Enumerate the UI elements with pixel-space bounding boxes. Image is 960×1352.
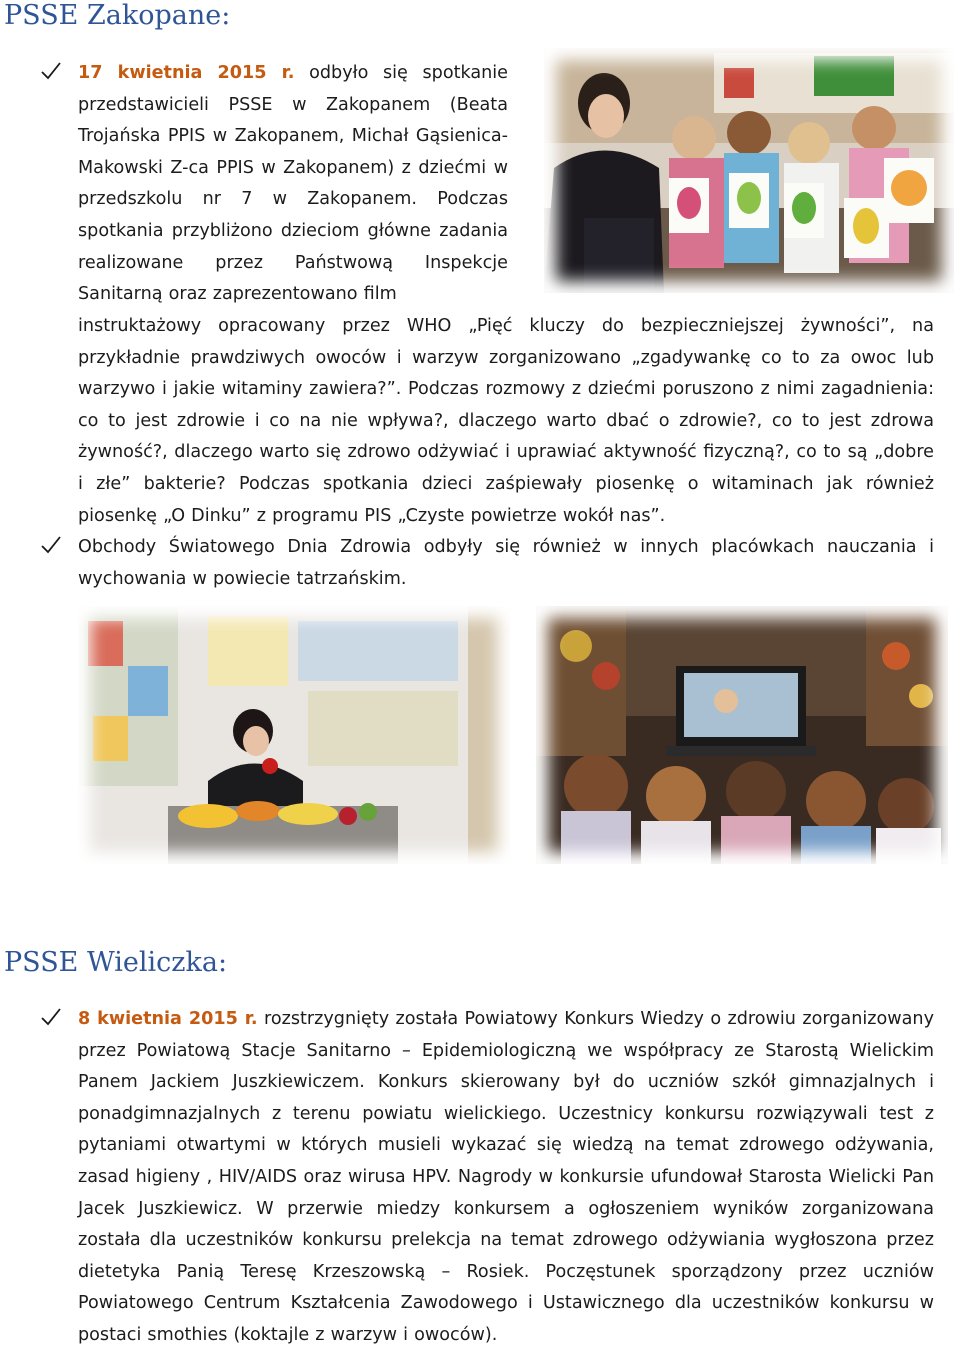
item-text-continued: instruktażowy opracowany przez WHO „Pięć kluczy do bezpieczniejszej żywności”, na przykładnie prawdziwych owoców i warzyw zorganizowano „zgadywankę co to za owoc lub warzywo i jakie witaminy zawiera?”. Podczas rozmowy z dziećmi poruszono z nimi zagadnienia: co to jest zdrowie i co na nie wpływa?, dlaczego warto dbać o zdrowie?, co to jest zdrowa żywność?, dlaczego warto się zdrowo odżywiać i uprawiać aktywność fizyczną?, co to są „dobre i złe” bakterie? Podczas spotkania dzieci zaśpiewały piosenkę o witaminach jak również piosenkę „O Dinku” z programu PIS „Czyste powietrze wokół nas”. <box>78 316 934 526</box>
item-text-narrow <box>78 58 508 311</box>
section-heading-wieliczka: PSSE Wieliczka: <box>4 947 228 978</box>
checkmark-icon <box>40 60 62 82</box>
item-text-body: rozstrzygnięty została Powiatowy Konkurs Wiedzy o zdrowiu zorganizowany przez Powiatową Stacje Sanitarno – Epidemiologiczną we współpracy ze Starostą Wielickim Panem Jackiem Juszkiewiczem. Konkurs skierowany był do uczniów szkół gimnazjalnych i ponadgimnazjalnych z terenu powiatu wielickiego. Uczestnicy konkursu rozwiązywali test z pytaniami otwartymi w których musieli wykazać się wiedzą na temat zdrowego odżywania, zasad higieny , HIV/AIDS oraz wirusa HPV. Nagrody w konkursie ufundował Starosta Wielicki Pan Jacek Juszkiewicz. W przerwie miedzy konkursem a ogłoszeniem wyników zorganizowana została dla uczestników konkursu prelekcja na temat zdrowego odżywiania wygłoszona przez dietetyka Panią Teresę Krzeszowską – Rosiek. Poczęstunek sporządzony przez uczniów Powiatowego Centrum Kształcenia Zawodowego i Ustawicznego dla uczestników konkursu w postaci smothies (koktajle z warzyw i owoców). <box>78 1009 934 1345</box>
checkmark-icon <box>40 534 62 556</box>
photo-presenter-fruit <box>78 606 510 864</box>
photo-children-laptop <box>536 606 948 864</box>
event-date: 8 kwietnia 2015 r. <box>78 1009 258 1029</box>
item-text-competition <box>78 1004 934 1352</box>
event-date: 17 kwietnia 2015 r. <box>78 63 295 83</box>
section-heading-zakopane: PSSE Zakopane: <box>4 0 231 31</box>
photo-teacher-children <box>544 48 954 293</box>
checkmark-icon <box>40 1006 62 1028</box>
item-text-world-health-day: Obchody Światowego Dnia Zdrowia odbyły się również w innych placówkach nauczania i wychowania w powiecie tatrzańskim. <box>78 537 934 589</box>
item-text-intro: odbyło się spotkanie przedstawicieli PSSE w Zakopanem (Beata Trojańska PPIS w Zakopanem, Michał Gąsienica-Makowski Z-ca PPIS w Zakopanem) z dziećmi w przedszkolu nr 7 w Zakopanem. Podczas spotkania przybliżono dzieciom główne zadania realizowane przez Państwową Inspekcje Sanitarną oraz zaprezentowano film <box>78 63 509 305</box>
